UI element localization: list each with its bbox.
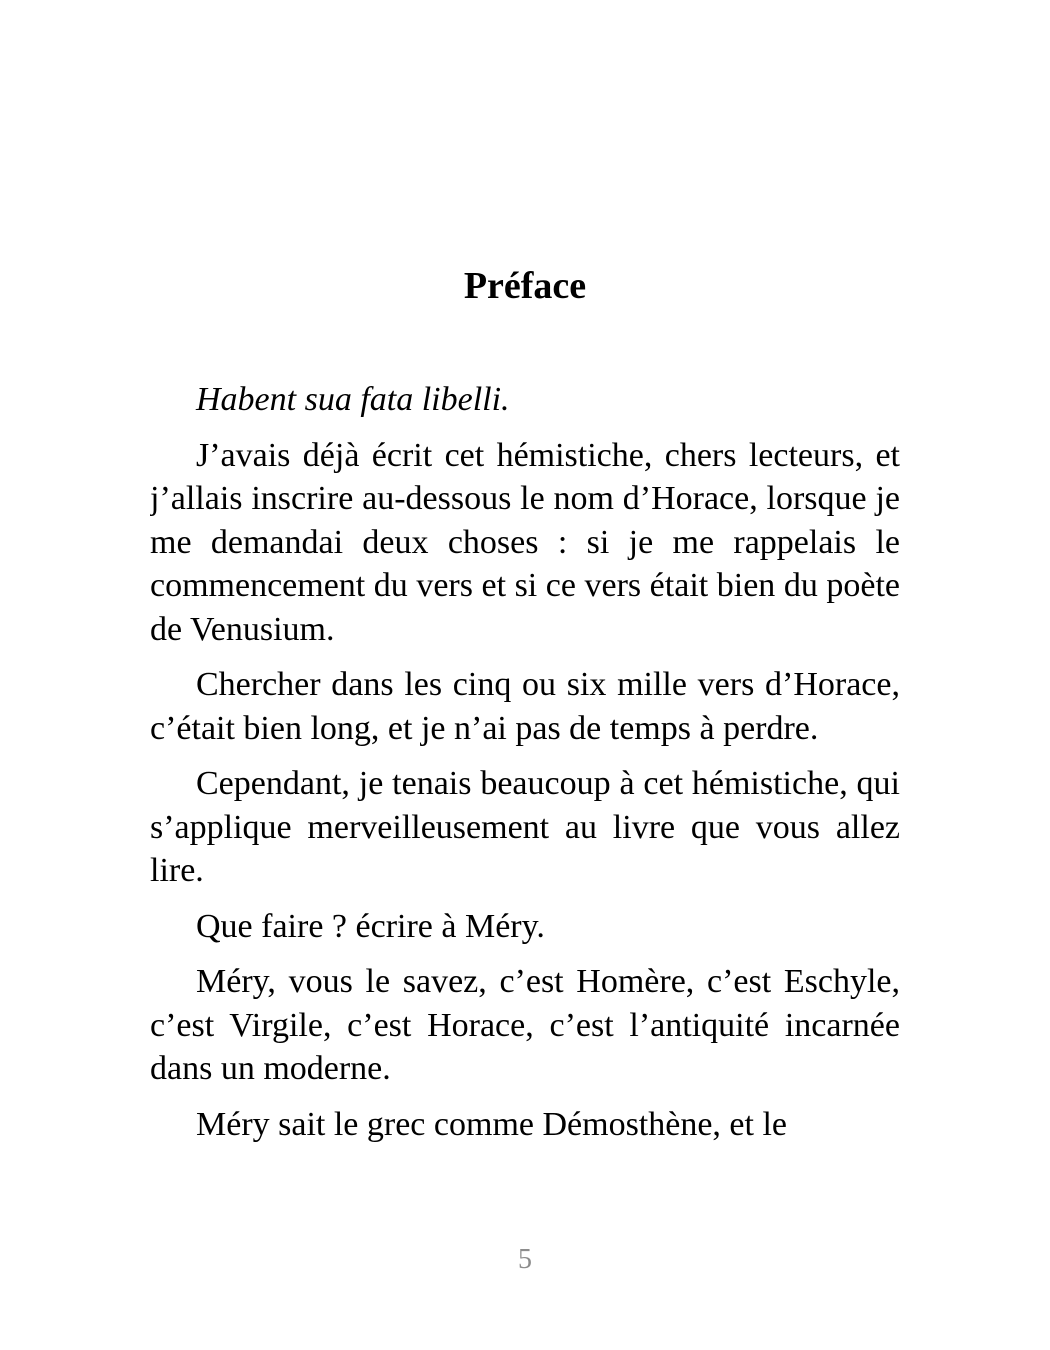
paragraph: J’avais déjà écrit cet hémistiche, chers lecteurs, et j’allais inscrire au-dessous le nom d’Horace, lorsque je me demandai deux choses : si je me rappelais le commencement du vers et si ce vers était bien du poète de Venusium.: [150, 436, 900, 648]
paragraph: Cependant, je tenais beaucoup à cet hémistiche, qui s’applique merveilleusement au livre que vous allez lire.: [150, 765, 900, 889]
paragraph: Chercher dans les cinq ou six mille vers d’Horace, c’était bien long, et je n’ai pas de temps à perdre.: [150, 666, 900, 747]
body-text: [150, 378, 900, 1200]
page-number: 5: [518, 1244, 532, 1275]
paragraph: Que faire ? écrire à Méry.: [196, 907, 545, 945]
page-title: Préface: [463, 265, 587, 307]
epigraph: Habent sua fata libelli.: [196, 381, 510, 418]
paragraph: Méry sait le grec comme Démosthène, et le: [196, 1105, 787, 1143]
paragraph: Méry, vous le savez, c’est Homère, c’est Eschyle, c’est Virgile, c’est Horace, c’est l’antiquité incarnée dans un moderne.: [150, 963, 900, 1087]
